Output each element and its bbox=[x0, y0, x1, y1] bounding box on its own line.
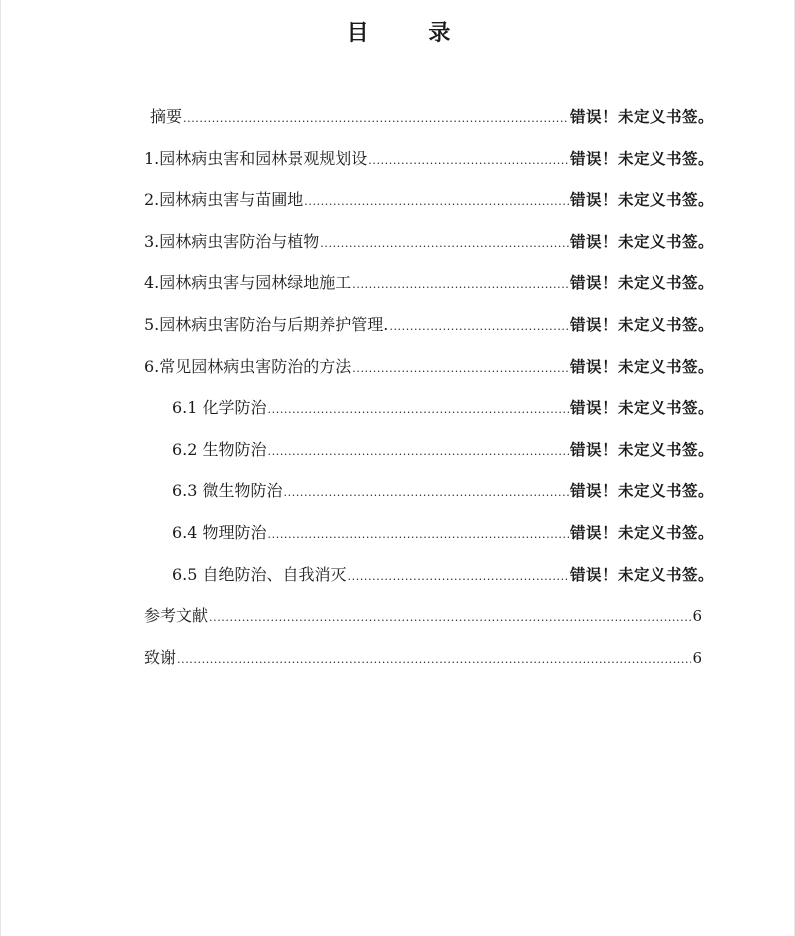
dot-leader bbox=[268, 431, 569, 473]
toc-entry-6-3[interactable] bbox=[144, 470, 714, 512]
toc-entry-2[interactable] bbox=[144, 179, 714, 221]
toc-entry-label: 4.园林病虫害与园林绿地施工 bbox=[144, 273, 352, 293]
toc-entry-label: 6.2 生物防治 bbox=[172, 439, 267, 459]
dot-leader bbox=[352, 264, 569, 306]
toc-entry-label: 致谢 bbox=[144, 647, 177, 667]
toc-entry-abstract[interactable] bbox=[144, 96, 714, 138]
dot-leader bbox=[352, 348, 569, 390]
toc-entry-3[interactable] bbox=[144, 221, 714, 263]
toc-entry-6-4[interactable] bbox=[144, 512, 714, 554]
toc-entry-label: 摘要 bbox=[150, 107, 183, 126]
toc-entry-acknowledgements[interactable] bbox=[144, 637, 702, 679]
toc-entry-page-ref: 错误！未定义书签。 bbox=[569, 274, 714, 293]
toc-entry-page-ref: 错误！未定义书签。 bbox=[569, 399, 714, 418]
toc-entry-6-2[interactable] bbox=[144, 429, 714, 471]
toc-entry-references[interactable] bbox=[144, 595, 702, 637]
table-of-contents bbox=[144, 96, 714, 678]
toc-entry-page-number: 6 bbox=[692, 607, 702, 626]
toc-entry-page-ref: 错误！未定义书签。 bbox=[569, 149, 714, 168]
page-title: 目 录 bbox=[346, 21, 477, 46]
toc-entry-page-ref: 错误！未定义书签。 bbox=[569, 108, 714, 126]
toc-entry-label: 参考文献 bbox=[144, 606, 209, 626]
toc-entry-label: 6.3 微生物防治 bbox=[172, 481, 283, 501]
toc-entry-6-1[interactable] bbox=[144, 387, 714, 429]
dot-leader bbox=[304, 181, 569, 223]
toc-entry-page-ref: 错误！未定义书签。 bbox=[569, 523, 714, 542]
dot-leader bbox=[348, 556, 569, 598]
toc-entry-6[interactable] bbox=[144, 346, 714, 388]
toc-entry-label: 6.5 自绝防治、自我消灭 bbox=[172, 564, 347, 584]
dot-leader bbox=[320, 223, 569, 265]
toc-entry-page-ref: 错误！未定义书签。 bbox=[569, 357, 714, 376]
toc-entry-page-ref: 错误！未定义书签。 bbox=[569, 482, 714, 501]
toc-entry-label: 5.园林病虫害防治与后期养护管理. bbox=[144, 314, 389, 334]
toc-entry-page-ref: 错误！未定义书签。 bbox=[569, 440, 714, 459]
toc-entry-label: 6.4 物理防治 bbox=[172, 522, 267, 542]
toc-entry-1[interactable] bbox=[144, 138, 714, 180]
toc-entry-label: 6.1 化学防治 bbox=[172, 398, 267, 418]
dot-leader bbox=[284, 472, 569, 514]
toc-entry-5[interactable] bbox=[144, 304, 714, 346]
toc-entry-page-ref: 错误！未定义书签。 bbox=[569, 315, 714, 334]
toc-entry-4[interactable] bbox=[144, 262, 714, 304]
toc-entry-page-ref: 错误！未定义书签。 bbox=[569, 191, 714, 210]
toc-entry-label: 3.园林病虫害防治与植物 bbox=[144, 231, 320, 251]
toc-entry-page-number: 6 bbox=[692, 648, 702, 667]
dot-leader bbox=[209, 597, 691, 639]
dot-leader bbox=[177, 639, 691, 681]
dot-leader bbox=[183, 98, 569, 140]
dot-leader bbox=[368, 140, 569, 182]
toc-entry-page-ref: 错误！未定义书签。 bbox=[569, 232, 714, 251]
toc-entry-label: 2.园林病虫害与苗圃地 bbox=[144, 190, 304, 210]
toc-entry-label: 1.园林病虫害和园林景观规划设 bbox=[144, 148, 368, 168]
toc-entry-6-5[interactable] bbox=[144, 554, 714, 596]
dot-leader bbox=[268, 389, 569, 431]
toc-entry-page-ref: 错误！未定义书签。 bbox=[569, 565, 714, 584]
toc-entry-label: 6.常见园林病虫害防治的方法 bbox=[144, 356, 352, 376]
dot-leader bbox=[389, 306, 569, 348]
dot-leader bbox=[268, 514, 569, 556]
